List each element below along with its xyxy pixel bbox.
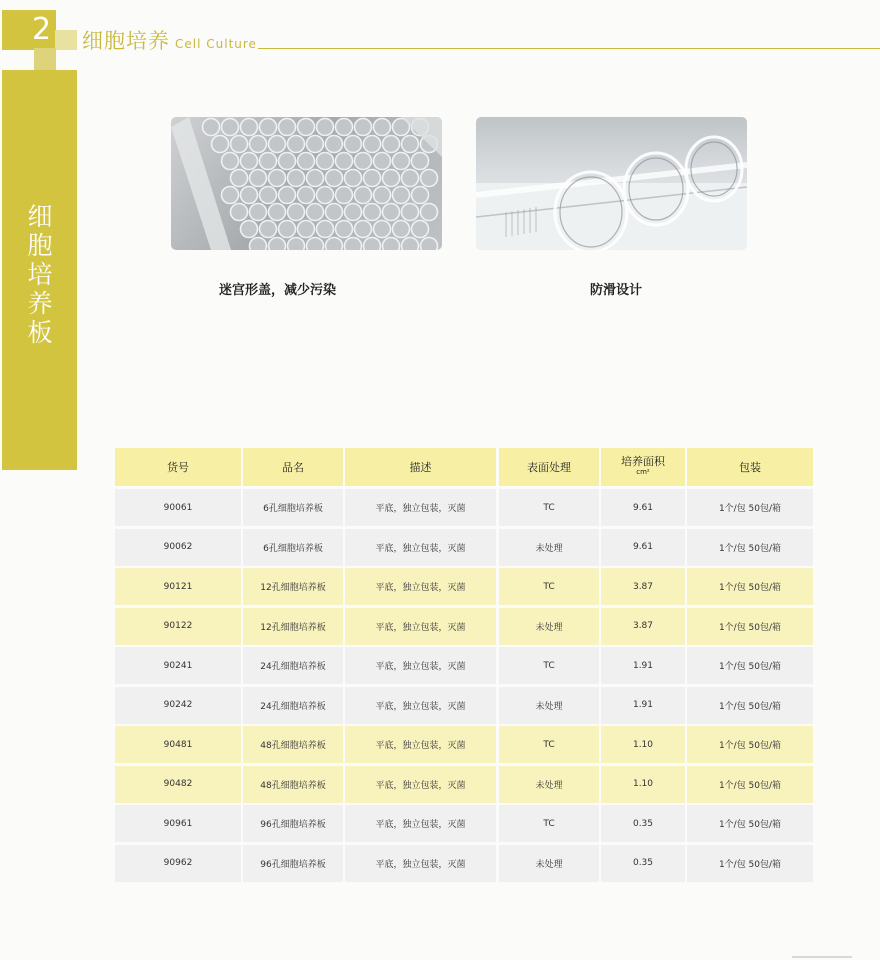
cell-desc: 平底，独立包装，灭菌: [345, 529, 496, 566]
cell-pack: 1个/包 50包/箱: [687, 647, 813, 684]
table-header-row: [115, 448, 813, 485]
cell-name: 24孔细胞培养板: [243, 647, 343, 684]
table-row: [115, 647, 813, 684]
cell-area: 9.61: [601, 489, 685, 526]
section-number-block: [0, 0, 77, 70]
cell-desc: 平底，独立包装，灭菌: [345, 647, 496, 684]
table-row: [115, 529, 813, 566]
cell-surface: TC: [499, 647, 599, 684]
cell-desc: 平底，独立包装，灭菌: [345, 805, 496, 842]
header-pack: 包装: [687, 448, 813, 486]
cell-name: 12孔细胞培养板: [243, 568, 343, 605]
side-title-char: 胞: [27, 231, 53, 260]
anti-slip-plate-photo: [476, 117, 747, 250]
cell-sku: 90122: [115, 608, 241, 645]
table-row: [115, 845, 813, 882]
header-area-unit: cm²: [636, 468, 650, 476]
cell-pack: 1个/包 50包/箱: [687, 608, 813, 645]
cell-name: 6孔细胞培养板: [243, 529, 343, 566]
cell-sku: 90482: [115, 766, 241, 803]
header-sku: 货号: [115, 448, 241, 486]
cell-desc: 平底，独立包装，灭菌: [345, 726, 496, 763]
cell-surface: TC: [499, 805, 599, 842]
decor-square: [34, 48, 56, 70]
cell-sku: 90121: [115, 568, 241, 605]
cell-name: 48孔细胞培养板: [243, 766, 343, 803]
cell-surface: TC: [499, 726, 599, 763]
header-surface: 表面处理: [499, 448, 599, 486]
cell-desc: 平底，独立包装，灭菌: [345, 489, 496, 526]
cell-area: 3.87: [601, 568, 685, 605]
cell-pack: 1个/包 50包/箱: [687, 845, 813, 882]
section-number: 2: [32, 12, 52, 47]
page-subtitle: Cell Culture: [175, 37, 257, 51]
cell-pack: 1个/包 50包/箱: [687, 766, 813, 803]
cell-name: 6孔细胞培养板: [243, 489, 343, 526]
side-title-char: 养: [27, 289, 53, 318]
cell-name: 12孔细胞培养板: [243, 608, 343, 645]
table-row: [115, 608, 813, 645]
maze-lid-plate-photo: [171, 117, 442, 250]
header-desc: 描述: [345, 448, 496, 486]
cell-sku: 90242: [115, 687, 241, 724]
header-area: [601, 448, 685, 486]
cell-area: 0.35: [601, 845, 685, 882]
cell-name: 96孔细胞培养板: [243, 805, 343, 842]
cell-surface: TC: [499, 489, 599, 526]
cell-sku: 90241: [115, 647, 241, 684]
cell-desc: 平底，独立包装，灭菌: [345, 845, 496, 882]
cell-area: 1.91: [601, 687, 685, 724]
table-row: [115, 489, 813, 526]
cell-name: 48孔细胞培养板: [243, 726, 343, 763]
cell-area: 9.61: [601, 529, 685, 566]
header-area-label: 培养面积: [621, 455, 665, 468]
photo-caption-maze: 迷宫形盖，减少污染: [219, 283, 337, 298]
table-row: [115, 568, 813, 605]
cell-sku: 90061: [115, 489, 241, 526]
table-row: [115, 766, 813, 803]
cell-pack: 1个/包 50包/箱: [687, 726, 813, 763]
cell-pack: 1个/包 50包/箱: [687, 687, 813, 724]
side-title-char: 细: [27, 202, 53, 231]
cell-sku: 90481: [115, 726, 241, 763]
cell-surface: 未处理: [499, 766, 599, 803]
table-row: [115, 726, 813, 763]
header-name: 品名: [243, 448, 343, 486]
cell-pack: 1个/包 50包/箱: [687, 805, 813, 842]
maze-lid-illustration: [171, 117, 442, 250]
cell-pack: 1个/包 50包/箱: [687, 529, 813, 566]
page-title: 细胞培养: [82, 29, 170, 53]
cell-area: 3.87: [601, 608, 685, 645]
cell-surface: 未处理: [499, 687, 599, 724]
decor-square: [55, 30, 77, 50]
side-title: [25, 202, 55, 347]
cell-surface: 未处理: [499, 529, 599, 566]
cell-area: 0.35: [601, 805, 685, 842]
cell-desc: 平底，独立包装，灭菌: [345, 568, 496, 605]
cell-surface: 未处理: [499, 608, 599, 645]
cell-desc: 平底，独立包装，灭菌: [345, 766, 496, 803]
side-title-char: 培: [27, 260, 53, 289]
cell-desc: 平底，独立包装，灭菌: [345, 608, 496, 645]
cell-pack: 1个/包 50包/箱: [687, 568, 813, 605]
cell-area: 1.91: [601, 647, 685, 684]
cell-sku: 90062: [115, 529, 241, 566]
cell-name: 24孔细胞培养板: [243, 687, 343, 724]
table-row: [115, 687, 813, 724]
footer-mark: [792, 956, 852, 958]
cell-area: 1.10: [601, 726, 685, 763]
cell-surface: TC: [499, 568, 599, 605]
header-rule: [258, 48, 880, 49]
anti-slip-illustration: [476, 117, 747, 250]
side-title-char: 板: [27, 318, 53, 347]
cell-pack: 1个/包 50包/箱: [687, 489, 813, 526]
cell-surface: 未处理: [499, 845, 599, 882]
cell-sku: 90961: [115, 805, 241, 842]
table-row: [115, 805, 813, 842]
cell-desc: 平底，独立包装，灭菌: [345, 687, 496, 724]
cell-area: 1.10: [601, 766, 685, 803]
cell-sku: 90962: [115, 845, 241, 882]
cell-name: 96孔细胞培养板: [243, 845, 343, 882]
photo-caption-antislip: 防滑设计: [590, 283, 643, 298]
